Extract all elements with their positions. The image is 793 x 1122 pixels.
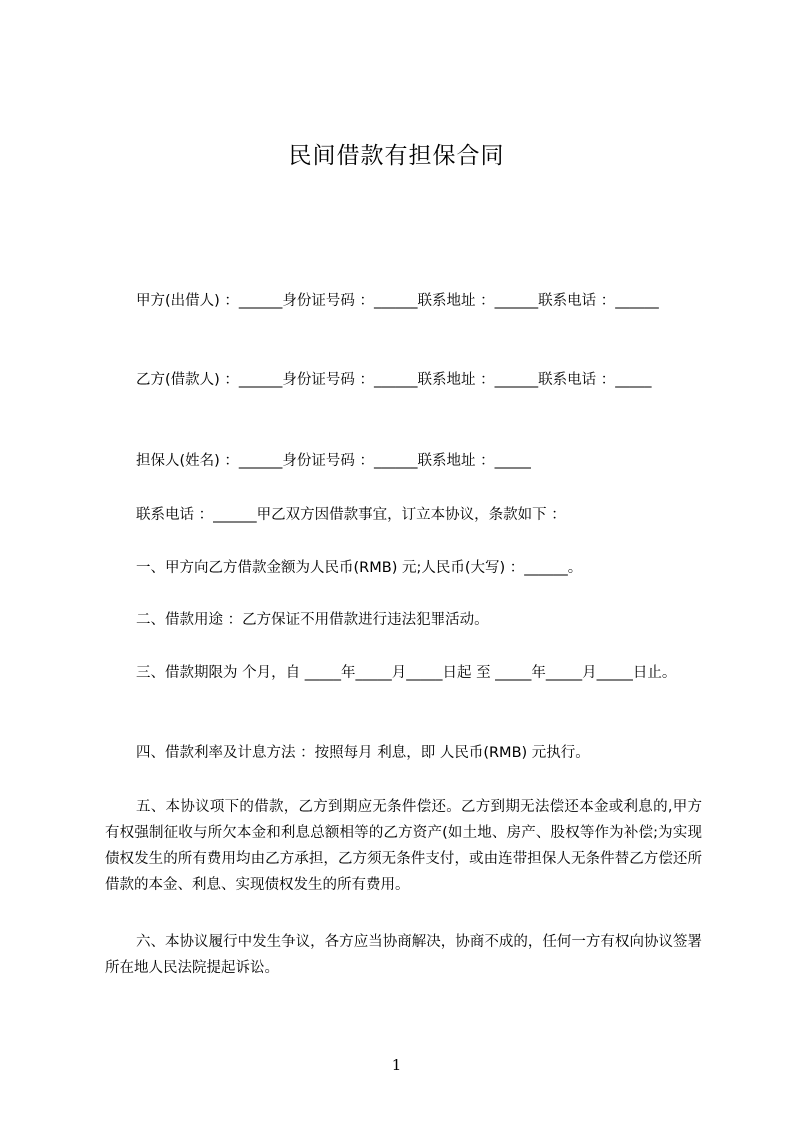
clause-3-loan-term: 三、借款期限为 个月，自 _____年_____月_____日起 至 _____年_____月_____日止。 bbox=[136, 665, 677, 681]
clause-2-loan-purpose: 二、借款用途 ：乙方保证不用借款进行违法犯罪活动。 bbox=[136, 612, 489, 628]
clause-4-interest: 四、借款利率及计息方法 ：按照每月 利息，即 人民币(RMB) 元执行。 bbox=[136, 745, 590, 761]
guarantor-info: 担保人(姓名) ：______身份证号码 ：______联系地址 ：_____ bbox=[136, 453, 531, 469]
page-number: 1 bbox=[391, 1056, 402, 1074]
guarantor-phone-and-preamble: 联系电话 ：______甲乙双方因借款事宜，订立本协议，条款如下 ： bbox=[136, 507, 566, 523]
clause-1-loan-amount: 一、甲方向乙方借款金额为人民币(RMB) 元;人民币(大写) ：______。 bbox=[136, 560, 583, 576]
document-title: 民间借款有担保合同 bbox=[288, 143, 505, 169]
clause-5-repayment: 五、本协议项下的借款，乙方到期应无条件偿还。乙方到期无法偿还本金或利息的,甲方有权强制征收与所欠本金和利息总额相等的乙方资产(如土地、房产、股权等作为补偿;为实现债权发生的所有费用均由乙方承担，乙方须无条件支付，或由连带担保人无条件替乙方偿还所借款的本金、利息、实现债权发生的所有费用。 bbox=[105, 799, 702, 893]
party-b-info: 乙方(借款人) ：______身份证号码 ：______联系地址 ：______联系电话 ：_____ bbox=[136, 372, 652, 388]
party-a-info: 甲方(出借人) ：______身份证号码 ：______联系地址 ：______联系电话 ：______ bbox=[136, 293, 659, 309]
clause-6-dispute-resolution: 六、本协议履行中发生争议，各方应当协商解决，协商不成的，任何一方有权向协议签署所在地人民法院提起诉讼。 bbox=[105, 934, 702, 976]
